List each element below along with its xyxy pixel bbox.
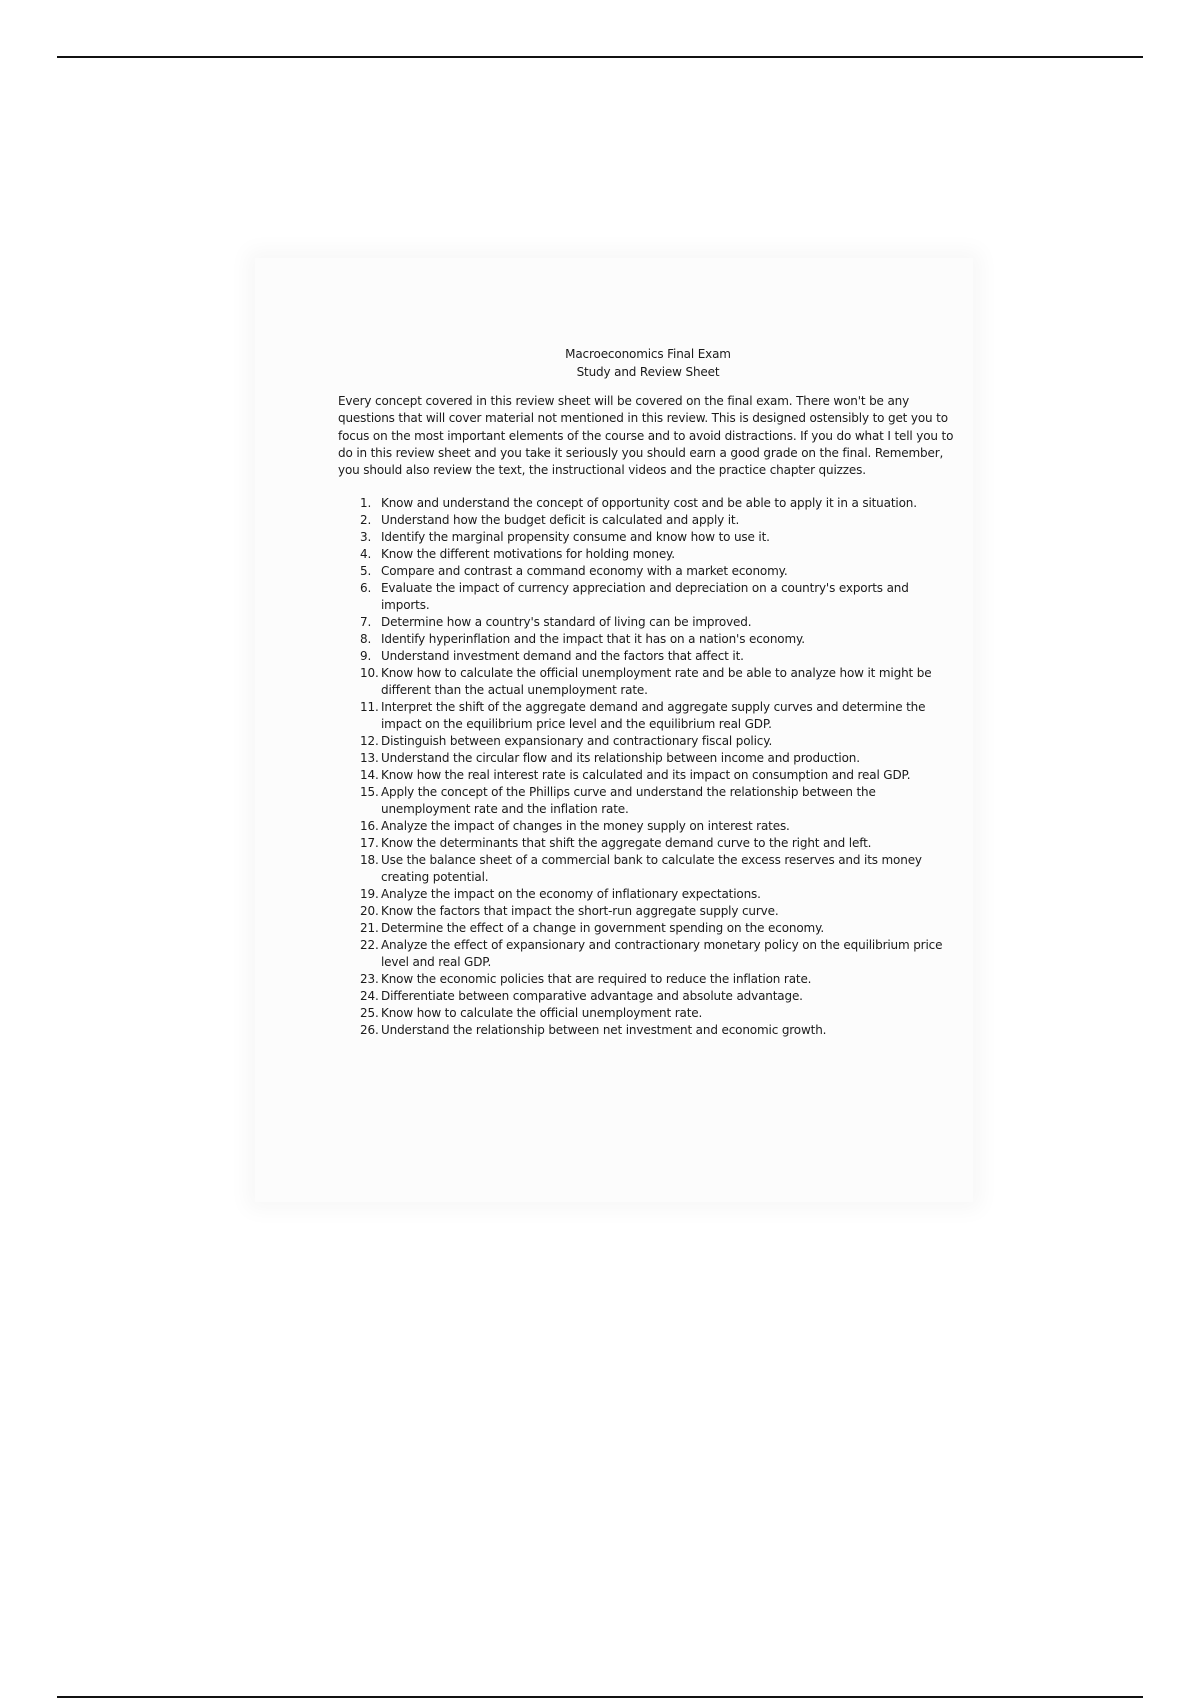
list-item-text: Determine how a country's standard of living can be improved. [381, 615, 752, 630]
document-title: Macroeconomics Final Exam [565, 347, 731, 361]
list-item-number: 25. [360, 1006, 379, 1021]
bottom-divider [57, 1696, 1143, 1698]
list-item-number: 14. [360, 768, 379, 783]
document-subtitle: Study and Review Sheet [576, 365, 720, 379]
list-item [360, 920, 958, 937]
list-item-text: Determine the effect of a change in government spending on the economy. [381, 921, 824, 936]
list-item-text: Know how the real interest rate is calculated and its impact on consumption and real GDP. [381, 768, 911, 783]
list-item [360, 614, 958, 631]
list-item-number: 24. [360, 989, 379, 1004]
list-item-text: Compare and contrast a command economy with a market economy. [381, 564, 788, 579]
list-item [360, 512, 958, 529]
list-item [360, 767, 958, 784]
list-item-number: 10. [360, 666, 379, 681]
list-item [360, 750, 958, 767]
list-item-number: 8. [360, 632, 372, 647]
list-item [360, 886, 958, 903]
list-item-number: 22. [360, 938, 379, 953]
list-item-text: Distinguish between expansionary and contractionary fiscal policy. [381, 734, 773, 749]
intro-paragraph: Every concept covered in this review sheet will be covered on the final exam. There won't be any questions that will cover material not mentioned in this review. This is designed ostensibly to get you to focus on the most important elements of the course and to avoid distractions. If you do what I tell you to do in this review sheet and you take it seriously you should earn a good grade on the final. Remember, you should also review the text, the instructional videos and the practice chapter quizzes. [338, 394, 954, 478]
list-item-text: Know the determinants that shift the aggregate demand curve to the right and left. [381, 836, 872, 851]
list-item-number: 16. [360, 819, 379, 834]
list-item-text: Apply the concept of the Phillips curve and understand the relationship between the unemployment rate and the inflation rate. [381, 785, 876, 817]
list-item [360, 818, 958, 835]
list-item-text: Identify hyperinflation and the impact that it has on a nation's economy. [381, 632, 805, 647]
list-item-number: 11. [360, 700, 379, 715]
list-item-text: Know how to calculate the official unemployment rate. [381, 1006, 703, 1021]
list-item-text: Know the different motivations for holding money. [381, 547, 675, 562]
list-item [360, 631, 958, 648]
list-item-text: Analyze the impact on the economy of inflationary expectations. [381, 887, 761, 902]
list-item-text: Understand investment demand and the factors that affect it. [381, 649, 744, 664]
list-item [360, 495, 958, 512]
list-item-number: 1. [360, 496, 372, 511]
list-item-number: 13. [360, 751, 379, 766]
list-item-number: 26. [360, 1023, 379, 1038]
list-item [360, 563, 958, 580]
list-item-text: Identify the marginal propensity consume and know how to use it. [381, 530, 770, 545]
list-item [360, 546, 958, 563]
list-item [360, 937, 958, 971]
list-item-number: 5. [360, 564, 372, 579]
list-item-text: Use the balance sheet of a commercial bank to calculate the excess reserves and its money creating potential. [381, 853, 922, 885]
list-item-number: 18. [360, 853, 379, 868]
list-item-number: 23. [360, 972, 379, 987]
top-divider [57, 56, 1143, 58]
list-item [360, 648, 958, 665]
list-item-number: 15. [360, 785, 379, 800]
list-item-text: Know how to calculate the official unemployment rate and be able to analyze how it might be different than the actual unemployment rate. [381, 666, 932, 698]
list-item [360, 903, 958, 920]
list-item-number: 2. [360, 513, 372, 528]
list-item-number: 17. [360, 836, 379, 851]
list-item [360, 988, 958, 1005]
list-item-text: Differentiate between comparative advantage and absolute advantage. [381, 989, 803, 1004]
list-item-number: 3. [360, 530, 372, 545]
list-item-number: 20. [360, 904, 379, 919]
list-item [360, 971, 958, 988]
list-item [360, 835, 958, 852]
review-list [338, 495, 958, 1039]
list-item-text: Know and understand the concept of opportunity cost and be able to apply it in a situation. [381, 496, 917, 511]
list-item [360, 580, 958, 614]
list-item-number: 12. [360, 734, 379, 749]
review-sheet [338, 345, 958, 1039]
list-item [360, 852, 958, 886]
list-item-text: Interpret the shift of the aggregate demand and aggregate supply curves and determine the impact on the equilibrium price level and the equilibrium real GDP. [381, 700, 926, 732]
list-item-text: Evaluate the impact of currency appreciation and depreciation on a country's exports and imports. [381, 581, 909, 613]
list-item-text: Understand the relationship between net investment and economic growth. [381, 1023, 827, 1038]
list-item [360, 1005, 958, 1022]
list-item-number: 21. [360, 921, 379, 936]
list-item-number: 7. [360, 615, 372, 630]
list-item [360, 1022, 958, 1039]
list-item-text: Understand the circular flow and its relationship between income and production. [381, 751, 860, 766]
list-item-text: Analyze the effect of expansionary and contractionary monetary policy on the equilibrium price level and real GDP. [381, 938, 943, 970]
list-item [360, 529, 958, 546]
list-item-text: Analyze the impact of changes in the money supply on interest rates. [381, 819, 790, 834]
list-item-number: 4. [360, 547, 372, 562]
list-item-text: Know the factors that impact the short-run aggregate supply curve. [381, 904, 779, 919]
list-item-text: Know the economic policies that are required to reduce the inflation rate. [381, 972, 812, 987]
list-item [360, 699, 958, 733]
list-item [360, 784, 958, 818]
list-item-number: 19. [360, 887, 379, 902]
list-item-text: Understand how the budget deficit is calculated and apply it. [381, 513, 740, 528]
list-item-number: 9. [360, 649, 372, 664]
list-item-number: 6. [360, 581, 372, 596]
list-item [360, 733, 958, 750]
list-item [360, 665, 958, 699]
